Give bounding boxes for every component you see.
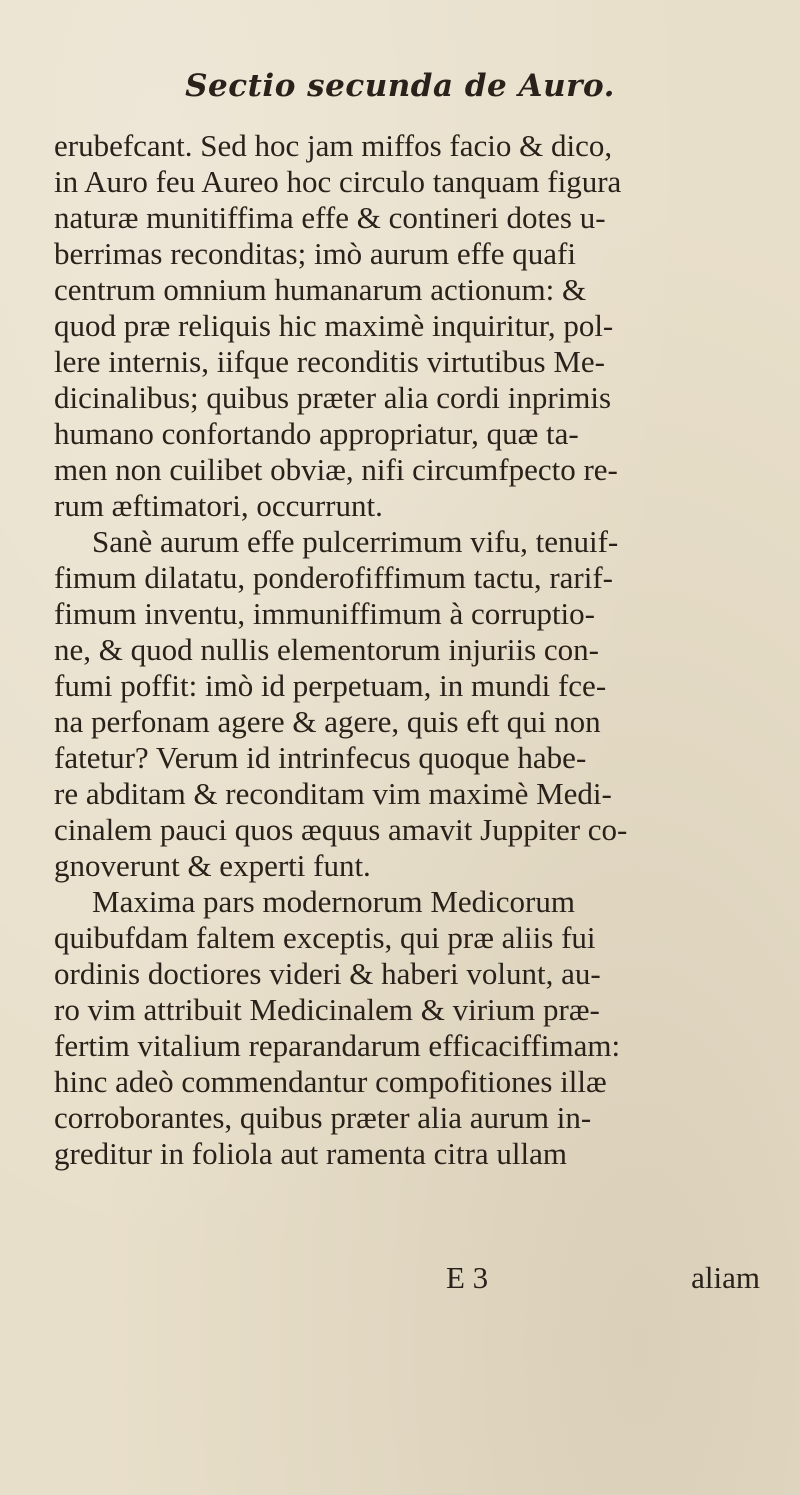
text-line: fimum dilatatu, ponderofiffimum tactu, rarif- [54,560,613,595]
text-line: re abditam & reconditam vim maximè Medi- [54,776,612,811]
text-line: ordinis doctiores videri & haberi volunt, au- [54,956,601,991]
text-line: ne, & quod nullis elementorum injuriis con- [54,632,599,667]
body-text [54,128,754,1172]
text-line: dicinalibus; quibus præter alia cordi inprimis [54,380,612,415]
text-line: centrum omnium humanarum actionum: & [54,272,587,307]
text-line: Sanè aurum effe pulcerrimum vifu, tenuif- [92,524,619,559]
text-line: hinc adeò commendantur compofitiones illæ [54,1064,607,1099]
text-line: men non cuilibet obviæ, nifi circumfpecto re- [54,452,618,487]
text-line: erubefcant. Sed hoc jam miffos facio & dico, [54,128,613,163]
running-title: Sectio secunda de Auro. [185,68,615,104]
text-line: fertim vitalium reparandarum efficaciffimam: [54,1028,621,1063]
text-line: quod præ reliquis hic maximè inquiritur, pol- [54,308,614,343]
text-line: cinalem pauci quos æquus amavit Juppiter co- [54,812,628,847]
text-line: ro vim attribuit Medicinalem & virium præ- [54,992,600,1027]
catchword: aliam [691,1260,760,1295]
text-line: Maxima pars modernorum Medicorum [92,884,575,919]
text-line: greditur in foliola aut ramenta citra ullam [54,1136,568,1171]
signature-mark: E 3 [446,1260,489,1295]
text-line: berrimas reconditas; imò aurum effe quafi [54,236,576,271]
page-footer [54,1260,760,1300]
text-line: rum æftimatori, occurrunt. [54,488,383,523]
text-line: quibufdam faltem exceptis, qui præ aliis fui [54,920,596,955]
text-line: humano confortando appropriatur, quæ ta- [54,416,579,451]
text-line: gnoverunt & experti funt. [54,848,371,883]
text-line: fumi poffit: imò id perpetuam, in mundi fce- [54,668,607,703]
text-line: fimum inventu, immuniffimum à corruptio- [54,596,595,631]
text-line: fatetur? Verum id intrinfecus quoque habe- [54,740,587,775]
text-line: na perfonam agere & agere, quis eft qui non [54,704,601,739]
text-line: corroborantes, quibus præter alia aurum in- [54,1100,592,1135]
text-line: naturæ munitiffima effe & contineri dotes u- [54,200,606,235]
text-line: lere internis, iifque reconditis virtutibus Me- [54,344,605,379]
text-line: in Auro feu Aureo hoc circulo tanquam figura [54,164,622,199]
